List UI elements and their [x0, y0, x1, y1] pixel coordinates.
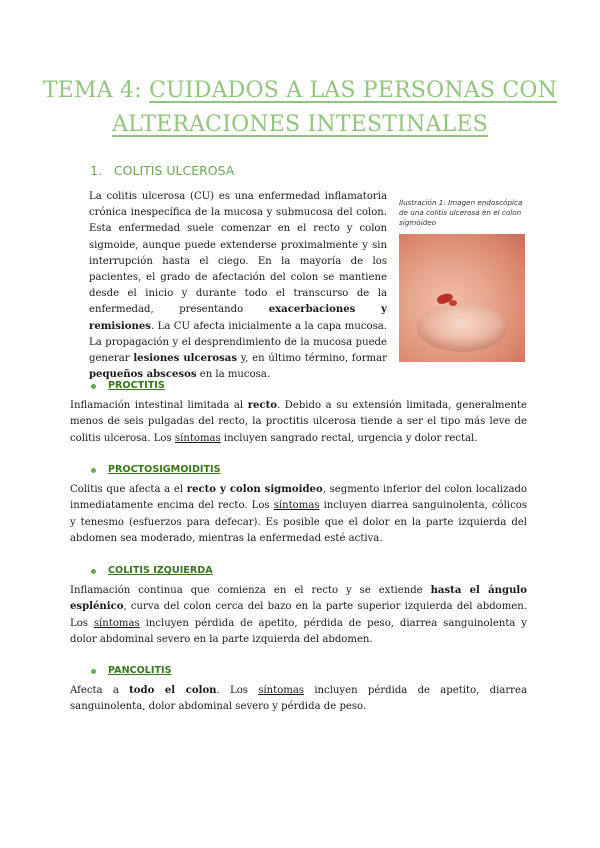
subsection-heading — [91, 378, 527, 394]
bullet-icon — [91, 669, 96, 674]
intro-paragraph — [89, 189, 387, 383]
subsection-label: PANCOLITIS — [108, 665, 172, 676]
title-prefix: TEMA 4: — [42, 78, 150, 103]
section-title: COLITIS ULCEROSA — [113, 163, 235, 178]
bold-run: recto — [247, 400, 277, 412]
subsection-label: PROCTOSIGMOIDITIS — [108, 464, 221, 475]
underlined-run: síntomas — [273, 500, 320, 512]
underlined-run: síntomas — [258, 685, 305, 697]
figure-caption: Ilustración 1: Imagen endoscópica de una colitis ulcerosa en el colon sigmoideo — [399, 198, 523, 227]
title-line-2: ALTERACIONES INTESTINALES — [112, 112, 488, 137]
text-run: La colitis ulcerosa (CU) es una enfermedad inflamatoria crónica inespecífica de la mucosa y submucosa del colon. Esta enfermedad suele comenzar en el recto y colon sigmoide, aunque puede extenderse proximalmente y sin interrupción hasta el ciego. En la mayoría de los pacientes, el grado de afectación del colon se mantiene desde el inicio y durante todo el transcurso de la enfermedad, presentando — [89, 191, 387, 316]
bold-run: recto y colon sigmoideo — [186, 484, 323, 496]
subsection-label: PROCTITIS — [108, 380, 165, 391]
text-run: Afecta a — [70, 685, 130, 697]
text-run: . La CU afecta inicialmente a la capa mucosa. La propagación y el desprendimiento de la mucosa puede generar — [89, 320, 387, 365]
section-number: 1. — [90, 163, 102, 178]
text-run: y, en último término, formar — [237, 353, 387, 365]
figure — [399, 198, 525, 362]
subsection-heading — [91, 462, 527, 478]
text-run: , segmento inferior del colon localizado inmediatamente encima del recto. Los — [70, 484, 527, 512]
bullet-icon — [91, 384, 96, 389]
text-run: . Los — [216, 685, 259, 697]
subsection-proctitis — [70, 378, 527, 447]
text-run: en la mucosa. — [196, 369, 271, 381]
text-run: , curva del colon cerca del bazo en la parte superior izquierda del abdomen. Los — [70, 601, 527, 629]
subsection-heading — [91, 663, 527, 679]
text-run: incluyen diarrea sanguinolenta, cólicos y tenesmo (esfuerzos para defecar). Es posible que el dolor en la parte izquierda del abdomen sea moderado, mientras la enfermedad esté activa. — [70, 500, 527, 544]
page-title — [40, 74, 560, 142]
bullet-icon — [91, 468, 96, 473]
title-line-1: CUIDADOS A LAS PERSONAS CON — [149, 78, 558, 103]
subsection-proctosigmoiditis — [70, 462, 527, 547]
text-run: Colitis que afecta a el — [70, 484, 187, 496]
text-run: Inflamación intestinal limitada al — [70, 400, 248, 412]
section-heading — [90, 163, 234, 178]
text-run: Inflamación continua que comienza en el recto y se extiende — [70, 585, 431, 597]
text-run: incluyen sangrado rectal, urgencia y dolor rectal. — [220, 432, 478, 444]
bold-run: todo el colon — [129, 685, 217, 697]
subsection-heading — [91, 563, 527, 579]
bold-run: exacerbaciones y remisiones — [89, 304, 387, 332]
subsection-body — [70, 482, 527, 547]
underlined-run: síntomas — [93, 617, 140, 629]
bold-run: lesiones ulcerosas — [133, 353, 238, 365]
subsection-label: COLITIS IZQUIERDA — [108, 565, 213, 576]
bullet-icon — [91, 569, 96, 574]
lesion-shape — [449, 300, 457, 306]
subsection-body — [70, 398, 527, 447]
text-run: incluyen pérdida de apetito, pérdida de peso, diarrea sanguinolenta y dolor abdominal severo en la parte izquierda del abdomen. — [70, 617, 528, 645]
underlined-run: síntomas — [174, 432, 221, 444]
endoscopic-image — [399, 234, 525, 362]
subsection-body — [70, 583, 527, 648]
bold-run: hasta el ángulo esplénico — [70, 585, 527, 613]
subsection-pancolitis — [70, 663, 527, 716]
subsection-colitis-izquierda — [70, 563, 527, 648]
text-run: incluyen pérdida de apetito, diarrea sanguinolenta, dolor abdominal severo y pérdida de peso. — [70, 685, 527, 713]
text-run: . Debido a su extensión limitada, generalmente menos de seis pulgadas del recto, la proctitis ulcerosa tiende a ser el tipo más leve de colitis ulcerosa. Los — [70, 400, 527, 444]
bold-run: pequeños abscesos — [89, 369, 197, 381]
lumen-shape — [417, 304, 507, 352]
subsection-body — [70, 683, 527, 715]
